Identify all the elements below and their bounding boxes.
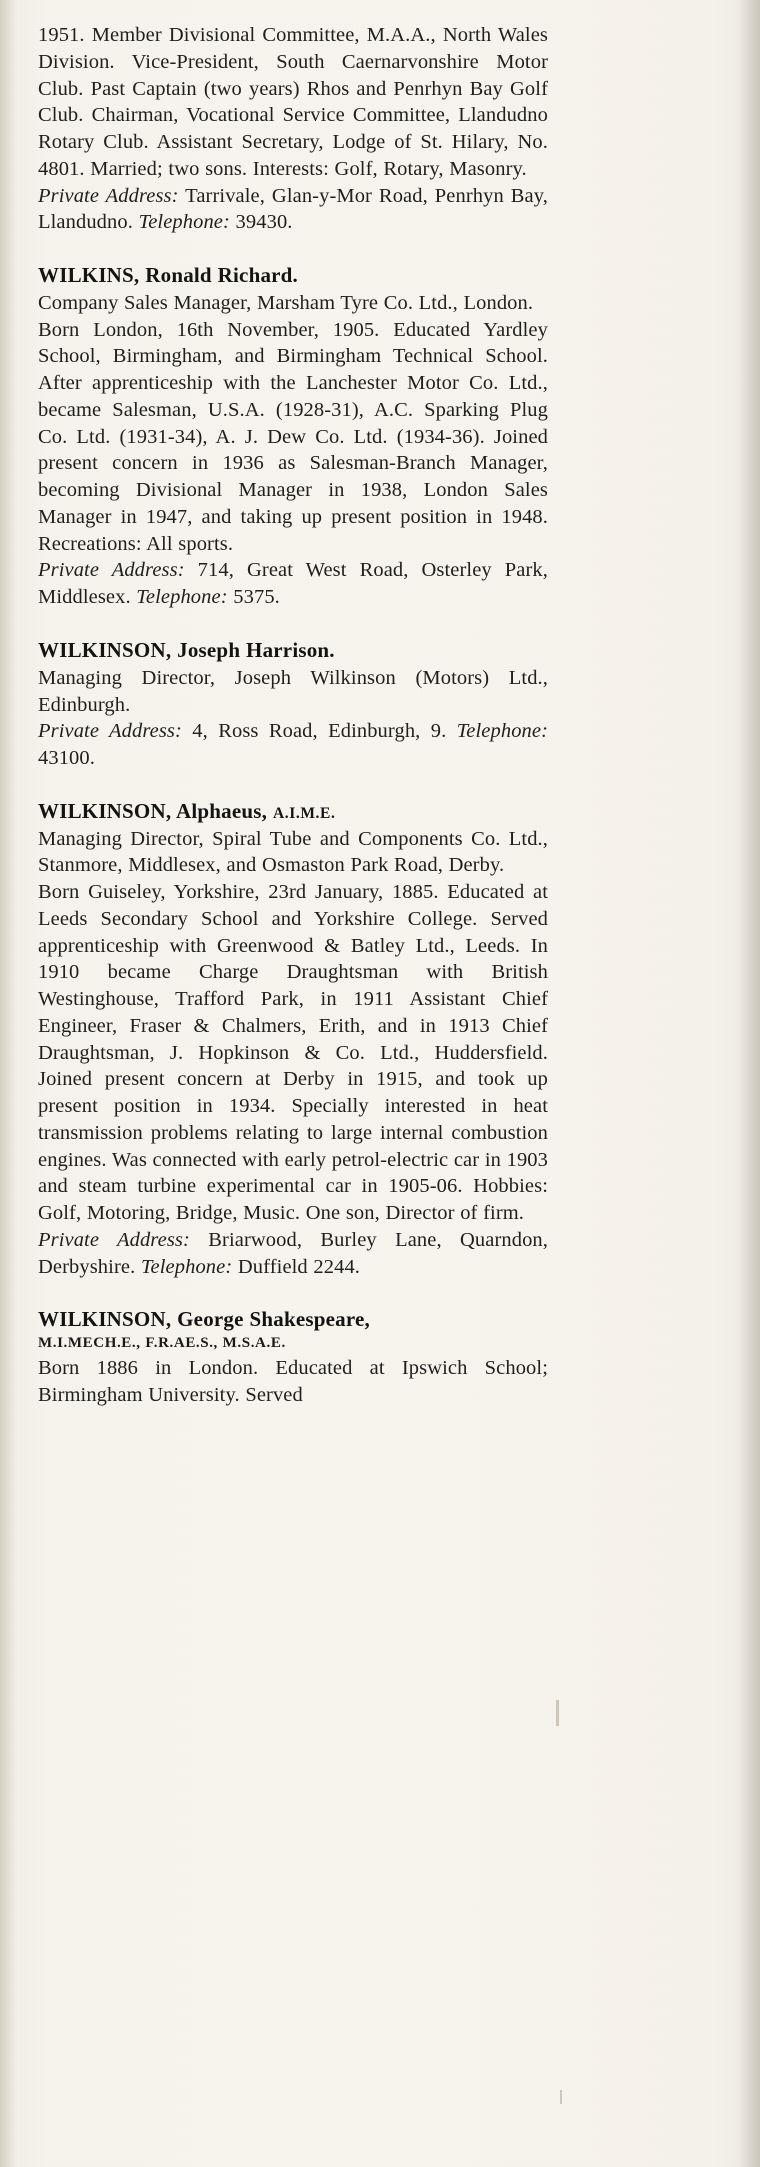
- address-label: Private Address:: [38, 184, 179, 207]
- entry-given-names: Ronald Richard.: [145, 263, 299, 287]
- entry-headline: [38, 798, 548, 825]
- telephone-label: Telephone:: [456, 720, 549, 743]
- telephone-value: 43100.: [38, 747, 95, 769]
- entry-qualifications-line: M.I.MECH.E., F.R.AE.S., M.S.A.E.: [38, 1335, 286, 1352]
- address-value: Briarwood, Burley Lane, Quarndon, Derbyshire.: [38, 1228, 549, 1278]
- directory-entry: [38, 637, 548, 772]
- telephone-label: Telephone:: [136, 586, 228, 609]
- address-label: Private Address:: [38, 559, 185, 582]
- entry-given-names: Alphaeus,: [175, 798, 268, 823]
- entry-headline: [38, 637, 548, 664]
- telephone-value: 5375.: [233, 586, 280, 609]
- career-paragraph: Born 1886 in London. Educated at Ipswich School; Birmingham University. Served: [38, 1357, 548, 1406]
- entry-given-names: Joseph Harrison.: [177, 637, 335, 662]
- address-paragraph: [38, 1227, 548, 1281]
- address-label: Private Address:: [38, 720, 182, 743]
- directory-entry: [38, 262, 548, 611]
- entry-headline: [38, 262, 548, 289]
- position-paragraph: Company Sales Manager, Marsham Tyre Co. Ltd., London.: [38, 291, 534, 314]
- address-paragraph: [38, 718, 548, 772]
- page-left-shadow: [0, 0, 16, 2167]
- address-value: Tarrivale, Glan-y-Mor Road, Penrhyn Bay, Llandudno.: [38, 184, 548, 234]
- entry-surname: WILKINSON,: [38, 637, 172, 662]
- position-paragraph: Managing Director, Spiral Tube and Components Co. Ltd., Stanmore, Middlesex, and Osmaston Park Road, Derby.: [38, 827, 548, 877]
- page-right-shadow: [738, 0, 760, 2167]
- entry-surname: WILKINSON,: [38, 1307, 172, 1332]
- directory-entry: [38, 1306, 548, 1408]
- directory-entry: [38, 22, 548, 236]
- telephone-value: Duffield 2244.: [237, 1255, 361, 1278]
- paper-speck: [560, 2090, 562, 2104]
- address-value: 4, Ross Road, Edinburgh, 9.: [192, 720, 447, 743]
- telephone-value: 39430.: [235, 211, 293, 234]
- entry-qualifications: A.I.M.E.: [272, 804, 336, 822]
- career-paragraph: 1951. Member Divisional Committee, M.A.A., North Wales Division. Vice-President, South Caernarvonshire Motor Club. Past Captain (two years) Rhos and Penrhyn Bay Golf Club. Chairman, Vocational Service Committee, Llandudno Rotary Club. Assistant Secretary, Lodge of St. Hilary, No. 4801. Married; two sons. Interests: Golf, Rotary, Masonry.: [38, 24, 548, 180]
- text-column: [38, 22, 548, 1409]
- entry-surname: WILKINS,: [38, 263, 140, 287]
- directory-entry: [38, 798, 548, 1281]
- address-paragraph: [38, 557, 548, 611]
- entry-given-names: George Shakespeare,: [177, 1307, 370, 1332]
- telephone-label: Telephone:: [140, 1255, 233, 1278]
- telephone-label: Telephone:: [138, 211, 230, 234]
- address-label: Private Address:: [38, 1228, 190, 1251]
- address-paragraph: [38, 183, 548, 237]
- position-paragraph: Managing Director, Joseph Wilkinson (Motors) Ltd., Edinburgh.: [38, 666, 548, 716]
- entry-headline: [38, 1306, 548, 1333]
- address-value: 714, Great West Road, Osterley Park, Middlesex.: [38, 559, 549, 609]
- paper-speck: [556, 1700, 559, 1726]
- entry-surname: WILKINSON,: [38, 798, 172, 823]
- career-paragraph: Born Guiseley, Yorkshire, 23rd January, 1885. Educated at Leeds Secondary School and Yorkshire College. Served apprenticeship with Greenwood & Batley Ltd., Leeds. In 1910 became Charge Draughtsman with British Westinghouse, Trafford Park, in 1911 Assistant Chief Engineer, Fraser & Chalmers, Erith, and in 1913 Chief Draughtsman, J. Hopkinson & Co. Ltd., Huddersfield. Joined present concern at Derby in 1915, and took up present position in 1934. Specially interested in heat transmission problems relating to large internal combustion engines. Was connected with early petrol-electric car in 1903 and steam turbine experimental car in 1905-06. Hobbies: Golf, Motoring, Bridge, Music. One son, Director of firm.: [38, 881, 548, 1225]
- career-paragraph: Born London, 16th November, 1905. Educated Yardley School, Birmingham, and Birmingham Technical School. After apprenticeship with the Lanchester Motor Co. Ltd., became Salesman, U.S.A. (1928-31), A.C. Sparking Plug Co. Ltd. (1931-34), A. J. Dew Co. Ltd. (1934-36). Joined present concern in 1936 as Salesman-Branch Manager, becoming Divisional Manager in 1938, London Sales Manager in 1947, and taking up present position in 1948. Recreations: All sports.: [38, 318, 548, 555]
